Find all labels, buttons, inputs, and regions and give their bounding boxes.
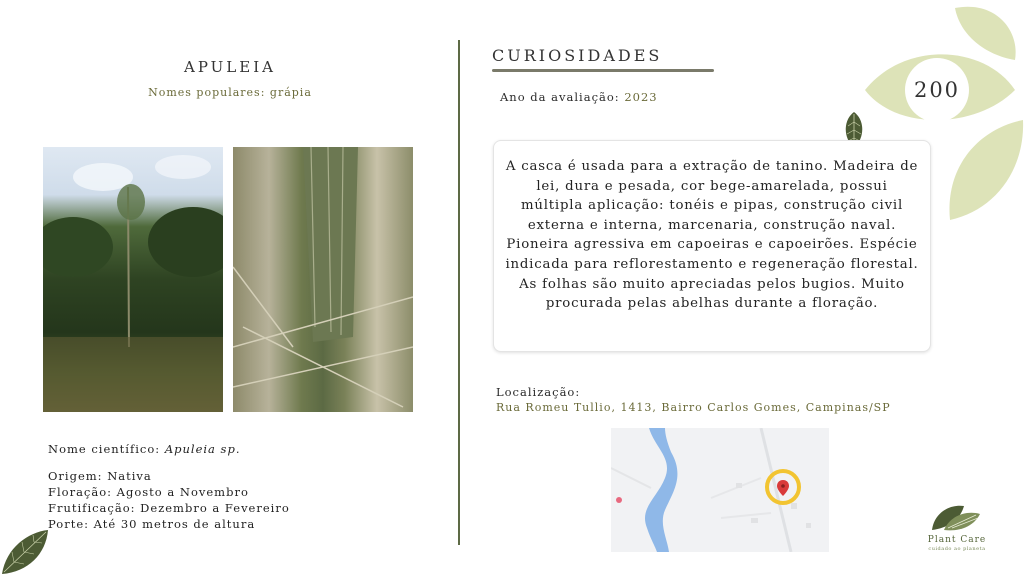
location-map <box>611 428 829 552</box>
curiosities-card <box>493 140 931 352</box>
origin: Origem: Nativa <box>48 469 152 483</box>
trunk-photo <box>233 147 413 412</box>
title-underline <box>492 69 714 72</box>
scientific-label: Nome científico: <box>48 442 165 456</box>
curiosities-text: A casca é usada para a extração de tanino. Madeira de lei, dura e pesada, cor bege-amarelada, possui múltipla aplicação: tonéis e pipas, construção civil externa e interna, marcenaria, construção naval. Pioneira agressiva em capoeiras e capoeirões. Espécie indicada para reflorestamento e regeneração florestal. As folhas são muito apreciadas pelos bugios. Muito procurada pelas abelhas durante a floração. <box>505 159 919 312</box>
fruiting: Frutificação: Dezembro a Fevereiro <box>48 501 290 515</box>
popular-names: Nomes populares: grápia <box>148 86 312 99</box>
location-address: Rua Romeu Tullio, 1413, Bairro Carlos Gomes, Campinas/SP <box>496 401 891 414</box>
flowering: Floração: Agosto a Novembro <box>48 485 249 499</box>
scientific-name: Apuleia sp. <box>164 442 241 456</box>
logo-tagline: cuidado ao planeta <box>928 546 986 552</box>
leaf-bottom-left-icon <box>0 528 52 576</box>
year-label: Ano da avaliação: <box>500 90 625 104</box>
evaluation-year <box>500 90 658 104</box>
year-value: 2023 <box>624 90 658 104</box>
location-label: Localização: <box>496 385 581 399</box>
plant-name: APULEIA <box>184 58 276 76</box>
logo-name: Plant Care <box>927 535 987 545</box>
plant-care-logo-icon <box>930 502 982 532</box>
curiosities-title: CURIOSIDADES <box>492 46 663 65</box>
page-number: 200 <box>913 78 961 102</box>
vertical-divider <box>457 40 461 545</box>
size: Porte: Até 30 metros de altura <box>48 517 256 531</box>
tree-photo <box>43 147 223 412</box>
scientific-name-line <box>48 441 240 457</box>
